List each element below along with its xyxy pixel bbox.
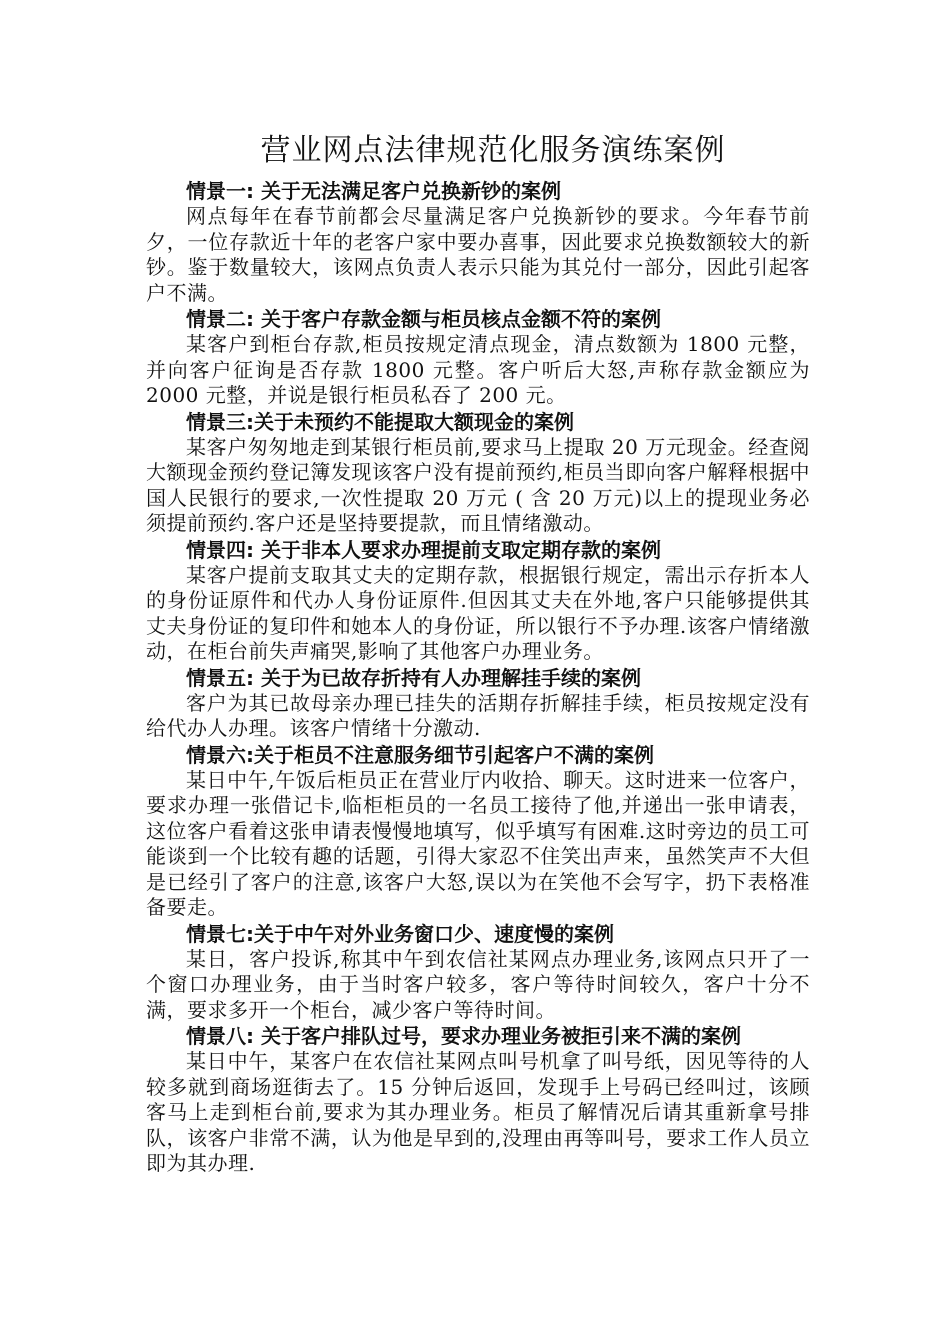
scenario-body: 客户为其已故母亲办理已挂失的活期存折解挂手续，柜员按规定没有给代办人办理。该客户情绪十分激动. xyxy=(146,690,810,740)
scenario-3 xyxy=(146,409,810,537)
scenario-body: 网点每年在春节前都会尽量满足客户兑换新钞的要求。今年春节前夕，一位存款近十年的老客户家中要办喜事，因此要求兑换数额较大的新钞。鉴于数量较大，该网点负责人表示只能为其兑付一部分，因此引起客户不满。 xyxy=(146,204,810,305)
scenario-body: 某客户到柜台存款,柜员按规定清点现金，清点数额为 1800 元整，并向客户征询是否存款 1800 元整。客户听后大怒,声称存款金额应为 2000 元整，并说是银行柜员私吞了 200 元。 xyxy=(146,332,810,407)
scenario-heading: 情景一: 关于无法满足客户兑换新钞的案例 xyxy=(186,179,561,203)
scenario-body: 某客户提前支取其丈夫的定期存款，根据银行规定，需出示存折本人的身份证原件和代办人身份证原件.但因其丈夫在外地,客户只能够提供其丈夫身份证的复印件和她本人的身份证，所以银行不予办理.该客户情绪激动，在柜台前失声痛哭,影响了其他客户办理业务。 xyxy=(146,562,810,663)
scenario-heading: 情景三:关于未预约不能提取大额现金的案例 xyxy=(186,409,574,434)
scenario-heading: 情景五: 关于为已故存折持有人办理解挂手续的案例 xyxy=(186,665,641,690)
document-title: 营业网点法律规范化服务演练案例 xyxy=(260,133,726,168)
scenario-heading: 情景七:关于中午对外业务窗口少、速度慢的案例 xyxy=(186,921,614,946)
scenario-2 xyxy=(146,306,810,409)
scenario-4 xyxy=(146,537,810,665)
scenario-body: 某日中午，某客户在农信社某网点叫号机拿了叫号纸，因见等待的人较多就到商场逛街去了。15 分钟后返回，发现手上号码已经叫过，该顾客马上走到柜台前,要求为其办理业务。柜员了解情况后请其重新拿号排队，该客户非常不满，认为他是早到的,没理由再等叫号，要求工作人员立即为其办理. xyxy=(146,1049,810,1175)
scenario-8 xyxy=(146,1023,810,1177)
scenario-body: 某日中午,午饭后柜员正在营业厅内收拾、聊天。这时进来一位客户，要求办理一张借记卡,临柜柜员的一名员工接待了他,并递出一张申请表，这位客户看着这张申请表慢慢地填写，似乎填写有困难.这时旁边的员工可能谈到一个比较有趣的话题，引得大家忍不住笑出声来，虽然笑声不大但是已经引了客户的注意,该客户大怒,误以为在笑他不会写字，扔下表格准备要走。 xyxy=(146,767,810,919)
scenario-heading: 情景六:关于柜员不注意服务细节引起客户不满的案例 xyxy=(186,742,654,767)
scenario-heading: 情景二: 关于客户存款金额与柜员核点金额不符的案例 xyxy=(186,307,661,331)
scenario-5 xyxy=(146,665,810,742)
scenario-heading: 情景四: 关于非本人要求办理提前支取定期存款的案例 xyxy=(186,537,661,562)
scenario-body: 某客户匆匆地走到某银行柜员前,要求马上提取 20 万元现金。经查阅大额现金预约登记簿发现该客户没有提前预约,柜员当即向客户解释根据中国人民银行的要求,一次性提取 20 万元 ( 含 20 万元)以上的提现业务必须提前预约.客户还是坚持要提款，而且情绪激动。 xyxy=(146,434,810,535)
scenario-heading: 情景八: 关于客户排队过号，要求办理业务被拒引来不满的案例 xyxy=(186,1024,741,1048)
document-page xyxy=(146,128,810,1177)
scenario-6 xyxy=(146,742,810,921)
scenario-body: 某日，客户投诉,称其中午到农信社某网点办理业务,该网点只开了一个窗口办理业务，由于当时客户较多，客户等待时间较久，客户十分不满，要求多开一个柜台，减少客户等待时间。 xyxy=(146,946,810,1022)
scenario-7 xyxy=(146,921,810,1024)
scenario-1 xyxy=(146,178,810,306)
